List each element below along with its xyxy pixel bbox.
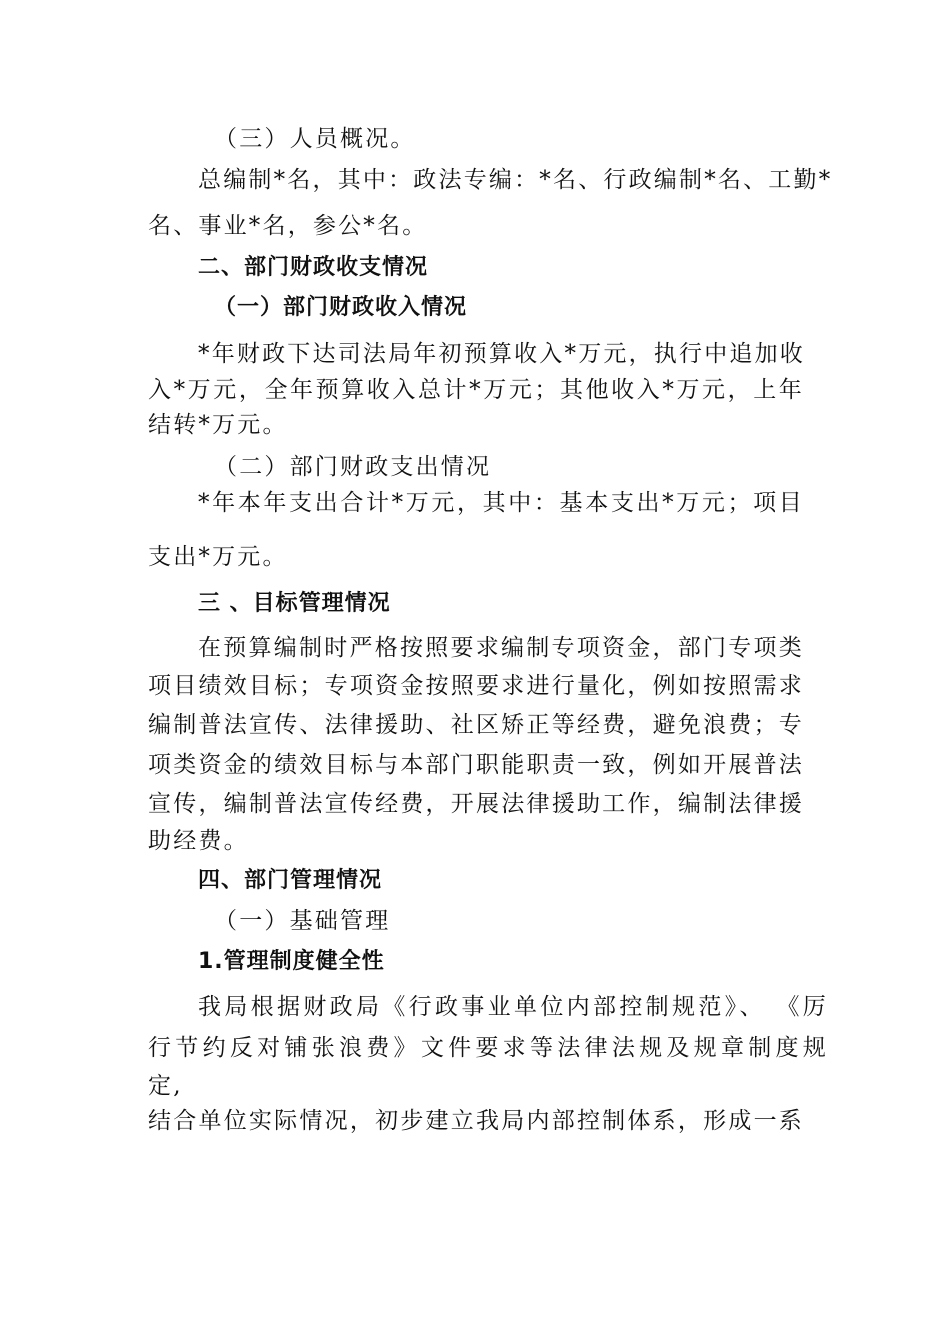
paragraph-line: *年本年支出合计*万元，其中：基本支出*万元；项目 bbox=[198, 490, 804, 516]
section-2-1-heading: （一）部门财政收入情况 bbox=[214, 295, 468, 320]
paragraph-line: *年财政下达司法局年初预算收入*万元，执行中追加收 bbox=[198, 341, 805, 367]
section-4-1-1-heading: 1.管理制度健全性 bbox=[198, 949, 385, 974]
section-4-heading: 四、部门管理情况 bbox=[198, 868, 383, 893]
paragraph-line: 行节约反对铺张浪费》文件要求等法律法规及规章制度规 bbox=[148, 1035, 828, 1061]
paragraph-line: 编制普法宣传、法律援助、社区矫正等经费，避免浪费；专 bbox=[148, 712, 804, 738]
paragraph-line: 结合单位实际情况，初步建立我局内部控制体系，形成一系 bbox=[148, 1108, 804, 1134]
paragraph-line: 项目绩效目标；专项资金按照要求进行量化，例如按照需求 bbox=[148, 673, 804, 699]
paragraph-line: 我局根据财政局《行政事业单位内部控制规范》、 《厉 bbox=[198, 994, 828, 1020]
paragraph-line: 宣传，编制普法宣传经费，开展法律援助工作，编制法律援 bbox=[148, 791, 804, 817]
paragraph-line: 助经费。 bbox=[148, 828, 249, 854]
paragraph-line: 支出*万元。 bbox=[148, 544, 288, 570]
paragraph-line: 项类资金的绩效目标与本部门职能职责一致，例如开展普法 bbox=[148, 752, 804, 778]
paragraph-line: 总编制*名，其中：政法专编：*名、行政编制*名、工勤* bbox=[198, 167, 833, 193]
paragraph-line: 在预算编制时严格按照要求编制专项资金，部门专项类 bbox=[198, 635, 804, 661]
section-3-heading: 三 、目标管理情况 bbox=[198, 591, 391, 616]
section-4-1-heading: （一）基础管理 bbox=[214, 908, 391, 934]
paragraph-line: 入*万元，全年预算收入总计*万元；其他收入*万元，上年 bbox=[148, 377, 804, 403]
section-2-2-heading: （二）部门财政支出情况 bbox=[214, 454, 492, 480]
paragraph-line: 定, bbox=[148, 1073, 183, 1099]
section-2-heading: 二、部门财政收支情况 bbox=[198, 255, 429, 280]
section-1-3-heading: （三）人员概况。 bbox=[214, 126, 416, 152]
paragraph-line: 结转*万元。 bbox=[148, 412, 288, 438]
paragraph-line: 名、事业*名，参公*名。 bbox=[148, 213, 428, 239]
